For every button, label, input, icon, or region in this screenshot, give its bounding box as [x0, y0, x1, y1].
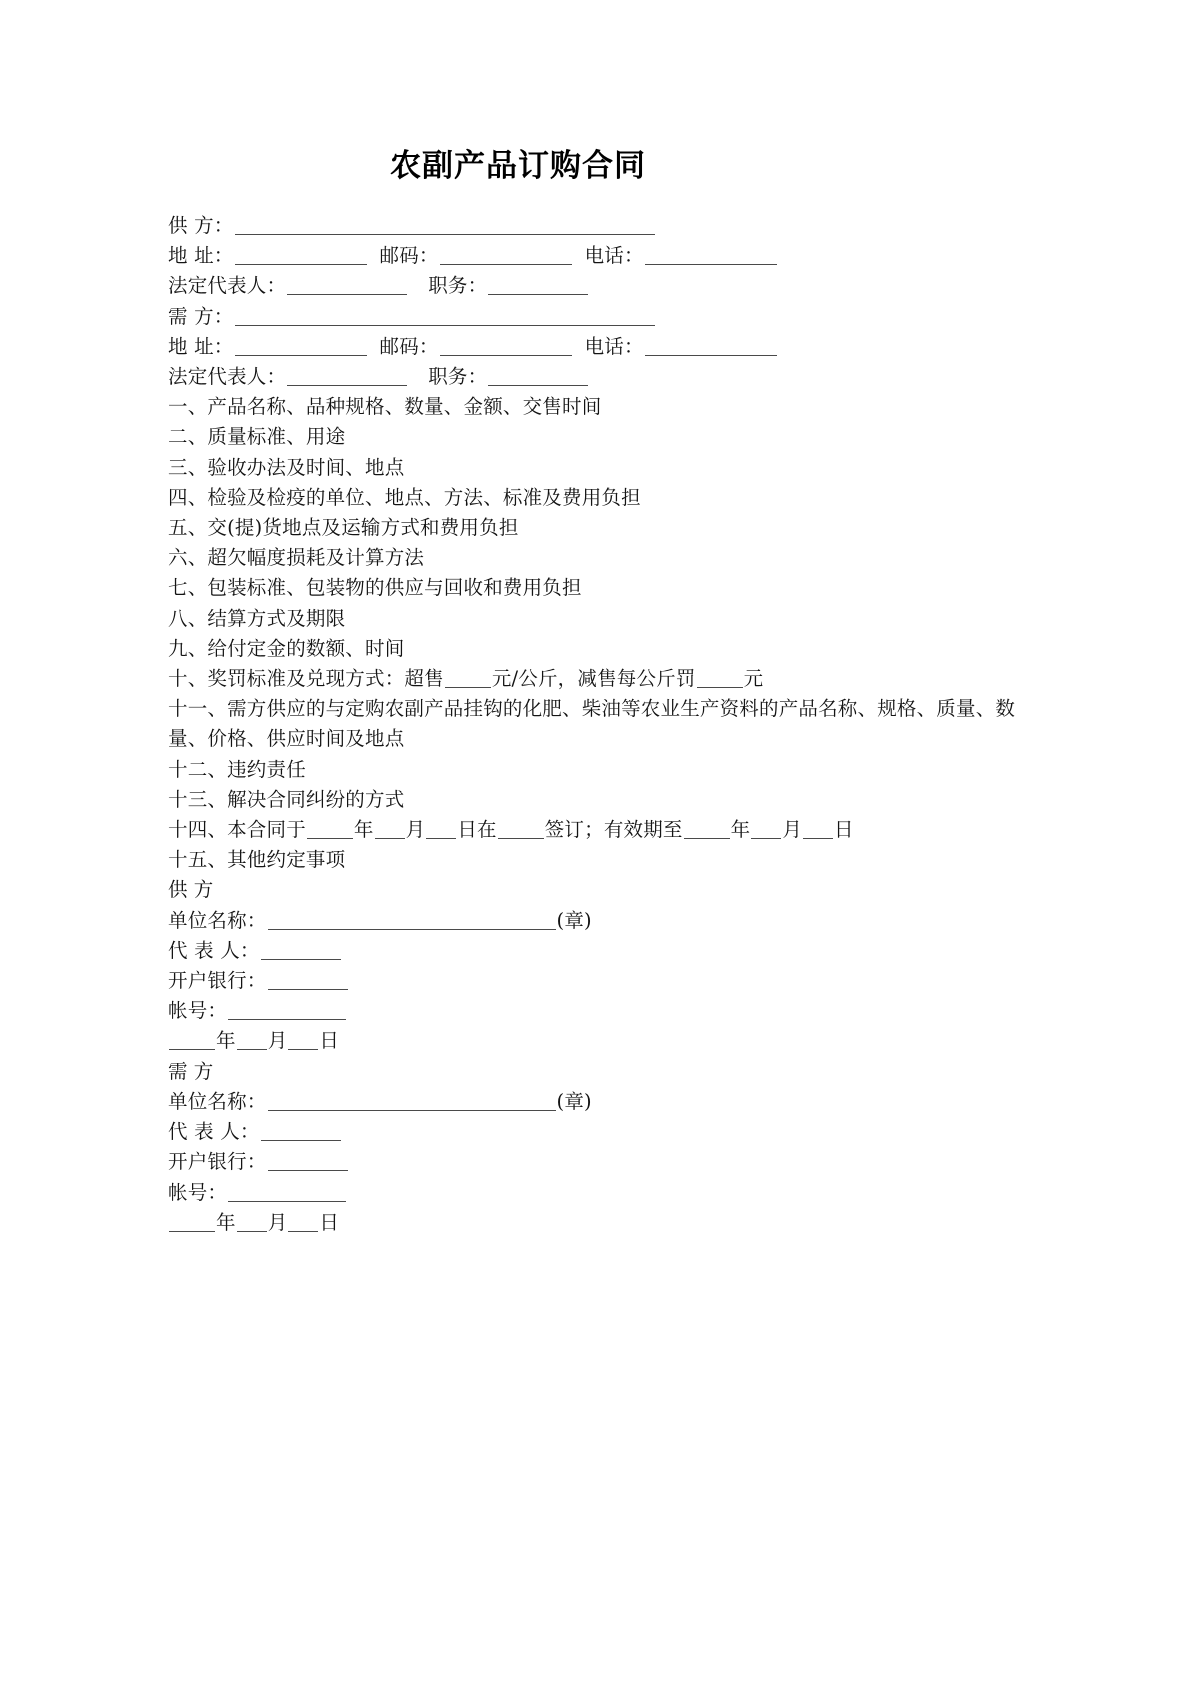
supplier-legal-rep-row: [168, 271, 1028, 301]
clause-item: [168, 392, 1028, 422]
clause-ten-row: [168, 664, 1028, 694]
buyer-phone-blank[interactable]: [645, 338, 777, 356]
supplier-address-blank[interactable]: [235, 247, 367, 265]
buyer-bank-row: [168, 1147, 1028, 1177]
clause-ten-part2: 元/公斤，减售每公斤罚: [491, 667, 696, 691]
buyer-signature-heading: 需 方: [168, 1059, 214, 1083]
clause-item: [168, 453, 1028, 483]
buyer-postcode-blank[interactable]: [440, 338, 572, 356]
buyer-account-label: 帐号：: [168, 1180, 228, 1204]
supplier-unit-name-blank[interactable]: [268, 912, 556, 930]
supplier-date-year-blank[interactable]: [169, 1032, 215, 1050]
clause-text: 质量标准、用途: [207, 425, 346, 449]
clause-number: 七、: [168, 576, 208, 600]
buyer-date-month-blank[interactable]: [237, 1214, 267, 1232]
clause-number: 十五、: [168, 848, 228, 872]
clause-fourteen-p1: 本合同于: [227, 818, 306, 842]
buyer-seal-note: (章): [556, 1089, 592, 1113]
clause-text: 其他约定事项: [227, 848, 346, 872]
clause-item: [168, 513, 1028, 543]
clause-eleven-text: 需方供应的与定购农副产品挂钩的化肥、柴油等农业生产资料的产品名称、规格、质量、数量、价格、供应时间及地点: [168, 697, 1016, 751]
clause-number: 十三、: [168, 787, 228, 811]
buyer-date-year-blank[interactable]: [169, 1214, 215, 1232]
sign-place-blank[interactable]: [498, 821, 544, 839]
buyer-legal-rep-blank[interactable]: [287, 368, 407, 386]
buyer-postcode-label: 邮码：: [379, 334, 439, 358]
clause-item: [168, 422, 1028, 452]
supplier-date-month-label: 月: [267, 1029, 288, 1053]
supplier-position-label: 职务：: [428, 274, 488, 298]
page-title: 农副产品订购合同: [390, 148, 646, 184]
buyer-party-row: [168, 302, 1028, 332]
buyer-representative-label: 代 表 人：: [168, 1120, 260, 1144]
supplier-bank-label: 开户银行：: [168, 969, 267, 993]
buyer-position-label: 职务：: [428, 365, 488, 389]
buyer-bank-label: 开户银行：: [168, 1150, 267, 1174]
clause-item: [168, 543, 1028, 573]
buyer-date-day-label: 日: [319, 1210, 340, 1234]
sign-month-blank[interactable]: [375, 821, 405, 839]
supplier-address-row: [168, 241, 1028, 271]
clause-number: 八、: [168, 606, 208, 630]
clause-eleven-number: 十一、: [168, 697, 228, 721]
buyer-address-label: 地 址：: [168, 334, 234, 358]
clause-number: 四、: [168, 485, 208, 509]
buyer-date-month-label: 月: [267, 1210, 288, 1234]
supplier-phone-label: 电话：: [584, 244, 644, 268]
supplier-seal-note: (章): [556, 908, 592, 932]
sign-year-blank[interactable]: [307, 821, 353, 839]
supplier-address-label: 地 址：: [168, 244, 234, 268]
sign-day-blank[interactable]: [426, 821, 456, 839]
buyer-address-row: [168, 332, 1028, 362]
buyer-unit-name-label: 单位名称：: [168, 1089, 267, 1113]
clause-fourteen-p7: 月: [782, 818, 803, 842]
clause-number: 二、: [168, 425, 208, 449]
clause-item: [168, 845, 1028, 875]
buyer-phone-label: 电话：: [584, 334, 644, 358]
supplier-bank-row: [168, 966, 1028, 996]
clause-text: 包装标准、包装物的供应与回收和费用负担: [207, 576, 582, 600]
expiry-day-blank[interactable]: [803, 821, 833, 839]
supplier-phone-blank[interactable]: [645, 247, 777, 265]
supplier-account-label: 帐号：: [168, 999, 228, 1023]
clause-number: 六、: [168, 546, 208, 570]
buyer-date-year-label: 年: [216, 1210, 236, 1234]
clause-fourteen-p3: 月: [405, 818, 426, 842]
supplier-postcode-label: 邮码：: [379, 244, 439, 268]
supplier-unit-name-label: 单位名称：: [168, 908, 267, 932]
supplier-legal-rep-label: 法定代表人：: [168, 274, 287, 298]
buyer-unit-name-row: [168, 1087, 1028, 1117]
buyer-representative-row: [168, 1117, 1028, 1147]
clause-item: [168, 634, 1028, 664]
supplier-representative-blank[interactable]: [261, 942, 341, 960]
supplier-postcode-blank[interactable]: [440, 247, 572, 265]
supplier-representative-label: 代 表 人：: [168, 938, 260, 962]
supplier-party-blank[interactable]: [235, 217, 655, 235]
clause-text: 检验及检疫的单位、地点、方法、标准及费用负担: [207, 485, 641, 509]
document-body: [168, 140, 1028, 1238]
expiry-month-blank[interactable]: [751, 821, 781, 839]
clause-ten-part3: 元: [743, 667, 764, 691]
clause-number: 九、: [168, 636, 208, 660]
expiry-year-blank[interactable]: [684, 821, 730, 839]
buyer-legal-rep-row: [168, 362, 1028, 392]
supplier-representative-row: [168, 936, 1028, 966]
clause-fourteen-p8: 日: [834, 818, 854, 842]
buyer-unit-name-blank[interactable]: [268, 1093, 556, 1111]
clause-fourteen-p4: 日在: [457, 818, 497, 842]
clause-text: 给付定金的数额、时间: [207, 636, 405, 660]
clause-number: 一、: [168, 395, 208, 419]
clause-text: 解决合同纠纷的方式: [227, 787, 405, 811]
clause-item: [168, 573, 1028, 603]
clause-text: 产品名称、品种规格、数量、金额、交售时间: [207, 395, 602, 419]
buyer-representative-blank[interactable]: [261, 1123, 341, 1141]
supplier-legal-rep-blank[interactable]: [287, 277, 407, 295]
clause-text: 结算方式及期限: [207, 606, 346, 630]
buyer-position-blank[interactable]: [488, 368, 588, 386]
clause-item: [168, 483, 1028, 513]
clause-fourteen-row: [168, 815, 1028, 845]
clause-item: [168, 785, 1028, 815]
clause-text: 交(提)货地点及运输方式和费用负担: [207, 516, 519, 540]
clause-text: 超欠幅度损耗及计算方法: [207, 546, 425, 570]
clause-fourteen-p5: 签订；有效期至: [544, 818, 683, 842]
clause-ten-bonus-blank[interactable]: [445, 670, 491, 688]
supplier-signature-heading: 供 方: [168, 878, 214, 902]
clause-number: 五、: [168, 516, 208, 540]
clause-ten-number: 十、: [168, 667, 208, 691]
buyer-date-day-blank[interactable]: [288, 1214, 318, 1232]
clause-number: 三、: [168, 455, 208, 479]
clause-fourteen-p6: 年: [730, 818, 751, 842]
supplier-date-row: [168, 1026, 1028, 1056]
buyer-legal-rep-label: 法定代表人：: [168, 365, 287, 389]
supplier-date-day-label: 日: [319, 1029, 340, 1053]
clause-ten-penalty-blank[interactable]: [697, 670, 743, 688]
supplier-account-row: [168, 996, 1028, 1026]
supplier-party-row: [168, 211, 1028, 241]
supplier-bank-blank[interactable]: [268, 972, 348, 990]
buyer-account-row: [168, 1178, 1028, 1208]
buyer-bank-blank[interactable]: [268, 1153, 348, 1171]
supplier-party-label: 供 方：: [168, 214, 234, 237]
buyer-party-label: 需 方：: [168, 304, 234, 328]
clause-number: 十二、: [168, 757, 228, 781]
clause-fourteen-number: 十四、: [168, 818, 228, 842]
buyer-address-blank[interactable]: [235, 338, 367, 356]
supplier-position-blank[interactable]: [488, 277, 588, 295]
clause-fourteen-p2: 年: [353, 818, 374, 842]
clause-ten-part1: 奖罚标准及兑现方式：超售: [207, 667, 444, 691]
supplier-date-day-blank[interactable]: [288, 1032, 318, 1050]
supplier-date-year-label: 年: [216, 1029, 236, 1053]
clause-text: 违约责任: [227, 757, 306, 781]
clause-item: [168, 604, 1028, 634]
supplier-account-blank[interactable]: [228, 1002, 346, 1020]
clause-item: [168, 755, 1028, 785]
buyer-date-row: [168, 1208, 1028, 1238]
buyer-party-blank[interactable]: [235, 308, 655, 326]
clause-text: 验收办法及时间、地点: [207, 455, 405, 479]
buyer-account-blank[interactable]: [228, 1184, 346, 1202]
supplier-date-month-blank[interactable]: [237, 1032, 267, 1050]
supplier-unit-name-row: [168, 906, 1028, 936]
clause-eleven-row: [168, 694, 1028, 754]
